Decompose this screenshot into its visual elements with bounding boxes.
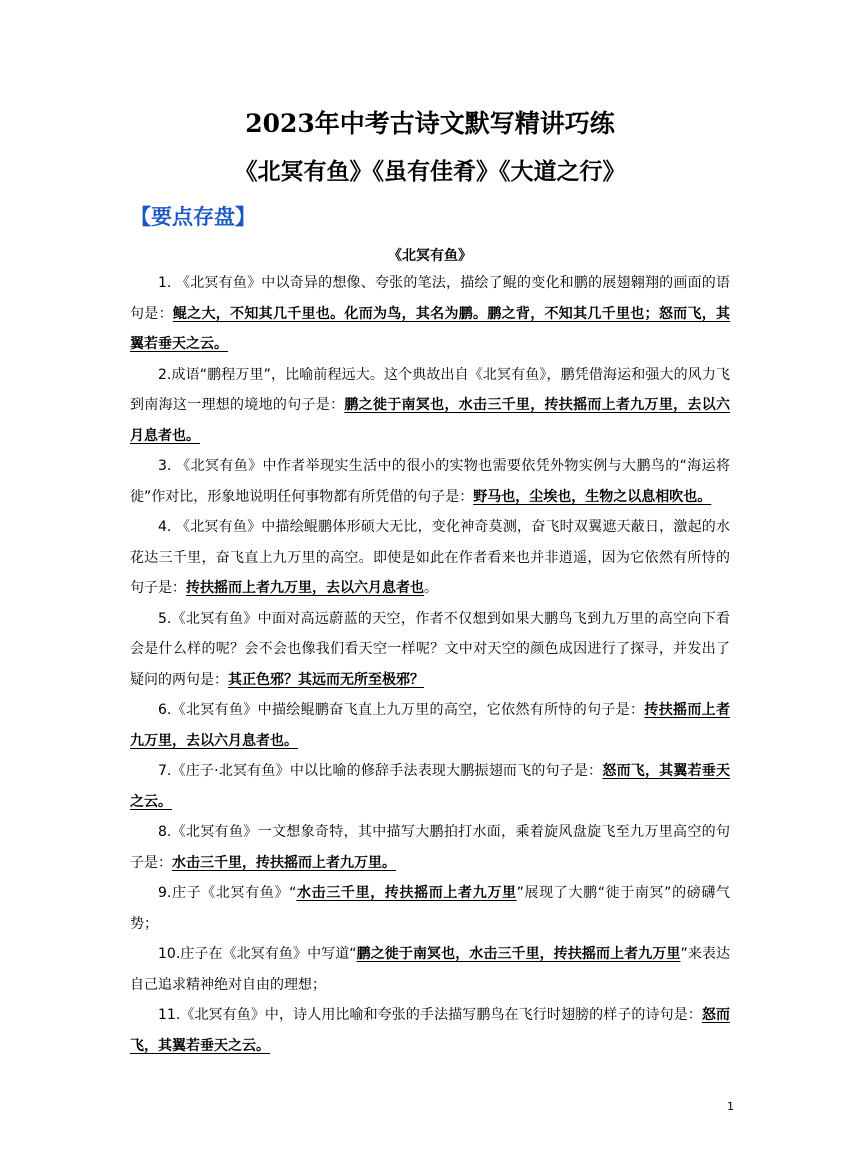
answer-text: 抟扶摇而上者九万里，去以六月息者也。 [130, 702, 731, 749]
question-item [130, 695, 730, 756]
answer-text: 怒而飞，其翼若垂天之云。 [130, 1007, 731, 1054]
answer-text: 鹏之徙于南冥也，水击三千里，抟扶摇而上者九万里 [356, 946, 681, 962]
question-text: 1. 《北冥有鱼》中以奇异的想像、夸张的笔法，描绘了鲲的变化和鹏的展翅翱翔的画面的语句是： [130, 275, 730, 322]
question-text: 8.《北冥有鱼》一文想象奇特，其中描写大鹏拍打水面，乘着旋风盘旋飞至九万里高空的句子是： [130, 824, 730, 871]
question-item [130, 604, 730, 696]
answer-text: 鹏之徙于南冥也，水击三千里，抟扶摇而上者九万里，去以六月息者也。 [130, 397, 730, 444]
question-item [130, 939, 730, 1000]
question-text: 3. 《北冥有鱼》中作者举现实生活中的很小的实物也需要依凭外物实例与大鹏鸟的“海运将徙”作对比，形象地说明任何事物都有所凭借的句子是： [130, 458, 730, 505]
question-item [130, 817, 730, 878]
answer-text: 其正色邪？其远而无所至极邪？ [228, 671, 424, 688]
question-item [130, 512, 730, 604]
question-tail: ”来表达自己追求精神绝对自由的理想； [130, 946, 730, 993]
question-tail: 。 [424, 580, 438, 596]
question-item [130, 451, 730, 512]
question-text: 6.《北冥有鱼》中描绘鲲鹏奋飞直上九万里的高空，它依然有所恃的句子是： [158, 702, 645, 718]
document-subtitle: 《北冥有鱼》《虽有佳肴》《大道之行》 [234, 158, 626, 185]
section-heading: 【要点存盘】 [130, 205, 256, 229]
page-number: 1 [727, 1100, 734, 1113]
question-item [130, 268, 730, 360]
answer-text: 水击三千里，抟扶摇而上者九万里。 [172, 854, 396, 871]
answer-text: 怒而飞，其翼若垂天之云。 [130, 763, 730, 810]
answer-text: 鲲之大，不知其几千里也。化而为鸟，其名为鹏。鹏之背，不知其几千里也；怒而飞，其翼若垂天之云。 [130, 305, 731, 352]
question-text: 9.庄子《北冥有鱼》“ [158, 885, 297, 901]
question-text: 10.庄子在《北冥有鱼》中写道“ [158, 946, 357, 962]
question-text: 2.成语“鹏程万里”，比喻前程远大。这个典故出自《北冥有鱼》，鹏凭借海运和强大的风力飞到南海这一理想的境地的句子是： [130, 366, 730, 413]
question-item [130, 756, 730, 817]
subsection-heading: 《北冥有鱼》 [388, 248, 472, 264]
question-list [130, 268, 730, 1061]
question-item [130, 878, 730, 939]
answer-text: 水击三千里，抟扶摇而上者九万里 [296, 885, 517, 901]
question-item [130, 1000, 730, 1061]
question-text: 7.《庄子·北冥有鱼》中以比喻的修辞手法表现大鹏振翅而飞的句子是： [158, 763, 603, 779]
document-title: 2023年中考古诗文默写精讲巧练 [245, 109, 615, 138]
question-tail: ”展现了大鹏“徙于南冥”的磅礴气势； [130, 885, 730, 932]
question-text: 4. 《北冥有鱼》中描绘鲲鹏体形硕大无比，变化神奇莫测，奋飞时双翼遮天蔽日，激起的水花达三千里，奋飞直上九万里的高空。即使是如此在作者看来也并非逍遥，因为它依然有所恃的句子是： [130, 519, 730, 596]
answer-text: 野马也，尘埃也，生物之以息相吹也。 [473, 488, 712, 505]
question-text: 11.《北冥有鱼》中，诗人用比喻和夸张的手法描写鹏鸟在飞行时翅膀的样子的诗句是： [158, 1007, 702, 1023]
question-item [130, 360, 730, 452]
answer-text: 抟扶摇而上者九万里，去以六月息者也 [186, 580, 424, 596]
question-text: 5.《北冥有鱼》中面对高远蔚蓝的天空，作者不仅想到如果大鹏鸟飞到九万里的高空向下看会是什么样的呢？会不会也像我们看天空一样呢？文中对天空的颜色成因进行了探寻，并发出了疑问的两句是： [130, 610, 730, 688]
